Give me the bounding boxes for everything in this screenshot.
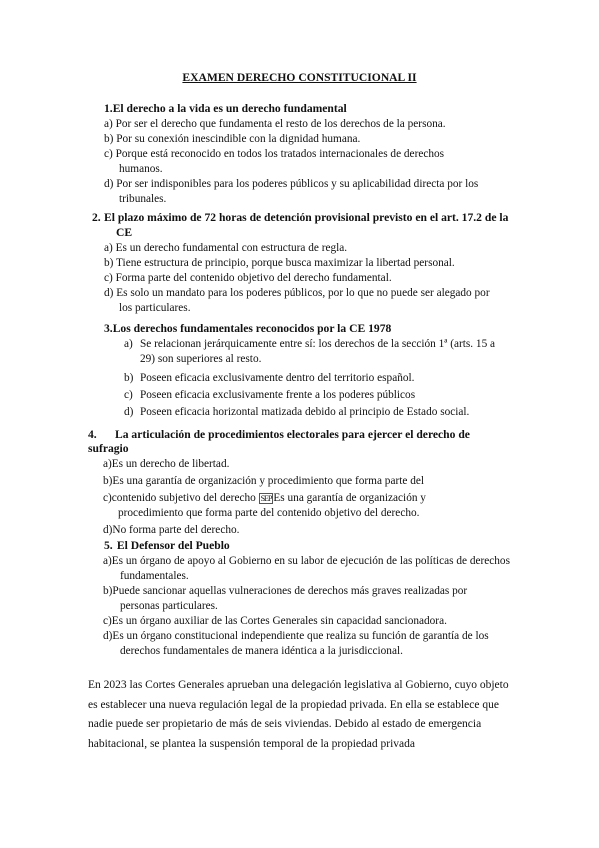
question-number: 4.: [88, 428, 97, 441]
question-3: [104, 321, 524, 420]
exam-title: EXAMEN DERECHO CONSTITUCIONAL II: [182, 71, 417, 84]
option-d: [88, 523, 508, 538]
option-label: a): [103, 458, 112, 470]
option-text: Porque está reconocido en todos los tratados internacionales de derechos humanos.: [115, 148, 445, 175]
option-label: d): [103, 524, 113, 536]
question-1-title: [104, 101, 514, 116]
question-text: Los derechos fundamentales reconocidos por la CE 1978: [112, 322, 392, 335]
option-text: Tiene estructura de principio, porque busca maximizar la libertad personal.: [116, 257, 455, 269]
option-label: d): [124, 406, 134, 418]
question-2: [92, 210, 514, 316]
option-text: Por ser indisponibles para los poderes públicos y su aplicabilidad directa por los tribunales.: [116, 178, 479, 205]
option-text: Es un órgano de apoyo al Gobierno en su labor de ejecución de las políticas de derechos fundamentales.: [111, 555, 510, 582]
option-d: [86, 286, 499, 316]
question-2-title: 2. El plazo máximo de 72 horas de detención provisional previsto en el art. 17.2 de la CE: [92, 211, 509, 239]
option-c: [86, 147, 469, 177]
option-label: c): [104, 272, 113, 284]
option-text: Es una garantía de organización y procedimiento que forma parte del: [112, 475, 425, 487]
case-paragraph: En 2023 las Cortes Generales aprueban una delegación legislativa al Gobierno, cuyo objeto es establecer una nueva regulación legal de la propiedad privada. En ella se establece que nadie puede ser propietario de más de seis viviendas. Debido al estado de emergencia habitacional, se plantea la suspensión temporal de la propiedad privada: [88, 679, 509, 750]
option-label: c): [103, 615, 112, 627]
option-label: a): [124, 338, 133, 350]
option-text: Es un derecho de libertad.: [111, 458, 230, 470]
question-5: [88, 538, 508, 659]
option-c: [88, 614, 508, 629]
question-4: [88, 428, 508, 538]
option-b: [88, 474, 508, 489]
option-text: Poseen eficacia horizontal matizada debido al principio de Estado social.: [140, 406, 470, 418]
option-text: Por su conexión inescindible con la dignidad humana.: [116, 133, 361, 145]
option-label: b): [103, 585, 113, 597]
option-text: Se relacionan jerárquicamente entre sí: los derechos de la sección 1ª (arts. 15 a 29) son superiores al resto.: [140, 338, 496, 365]
option-b: [86, 256, 514, 271]
question-text: La articulación de procedimientos electorales para ejercer el derecho de sufragio: [88, 428, 470, 455]
option-c: [86, 271, 514, 286]
question-5-title: [88, 538, 508, 553]
question-text: El Defensor del Pueblo: [116, 539, 230, 552]
option-c: [104, 388, 524, 403]
separator-glyph: SEP: [260, 494, 272, 503]
question-3-title: [104, 321, 524, 336]
option-a: [88, 457, 508, 472]
option-label: d): [103, 630, 113, 642]
option-text: Poseen eficacia exclusivamente dentro del territorio español.: [140, 372, 415, 384]
option-label: b): [104, 133, 114, 145]
option-d: [88, 629, 522, 659]
option-text: Es un órgano auxiliar de las Cortes Generales sin capacidad sancionadora.: [111, 615, 447, 627]
option-text: Por ser el derecho que fundamenta el resto de los derechos de la persona.: [115, 118, 446, 130]
option-label: d): [104, 178, 114, 190]
question-1: [104, 101, 514, 207]
question-text: El derecho a la vida es un derecho fundamental: [112, 102, 347, 115]
option-label: a): [104, 242, 113, 254]
option-label: b): [104, 257, 114, 269]
option-text: Puede sancionar aquellas vulneraciones de derechos más graves realizadas por personas particulares.: [112, 585, 468, 612]
option-label: d): [104, 287, 114, 299]
option-d: [86, 177, 504, 207]
option-b: [86, 132, 514, 147]
option-d: [104, 405, 524, 420]
option-a: [86, 117, 514, 132]
question-number: 5.: [104, 539, 113, 552]
option-text: contenido subjetivo del derecho: [111, 492, 256, 504]
option-c: [88, 491, 473, 521]
option-text: Es solo un mandato para los poderes públicos, por lo que no puede ser alegado por los particulares.: [116, 287, 490, 314]
question-number: 1.: [104, 102, 113, 115]
option-text-continued: Es una garantía de organización y procedimiento que forma parte del contenido objetivo del derecho.: [118, 492, 426, 519]
option-label: c): [104, 148, 113, 160]
option-label: c): [124, 389, 133, 401]
option-a: [104, 337, 512, 367]
option-label: a): [103, 555, 112, 567]
option-text: Poseen eficacia exclusivamente frente a los poderes públicos: [140, 389, 416, 401]
question-text: El plazo máximo de 72 horas de detención provisional previsto en el art. 17.2 de la CE: [104, 211, 509, 239]
question-number: 3.: [104, 322, 113, 335]
question-4-title: [88, 428, 508, 456]
option-a: [86, 241, 514, 256]
option-b: [88, 584, 505, 614]
option-label: b): [103, 475, 113, 487]
option-text: No forma parte del derecho.: [112, 524, 240, 536]
option-b: [104, 371, 524, 386]
option-label: b): [124, 372, 134, 384]
option-a: [88, 554, 510, 584]
option-text: Forma parte del contenido objetivo del derecho fundamental.: [115, 272, 392, 284]
option-text: Es un derecho fundamental con estructura de regla.: [115, 242, 348, 254]
option-text: Es un órgano constitucional independiente que realiza su función de garantía de los derechos fundamentales de manera idéntica a la jurisdiccional.: [112, 630, 489, 657]
option-label: a): [104, 118, 113, 130]
option-label: c): [103, 492, 112, 504]
